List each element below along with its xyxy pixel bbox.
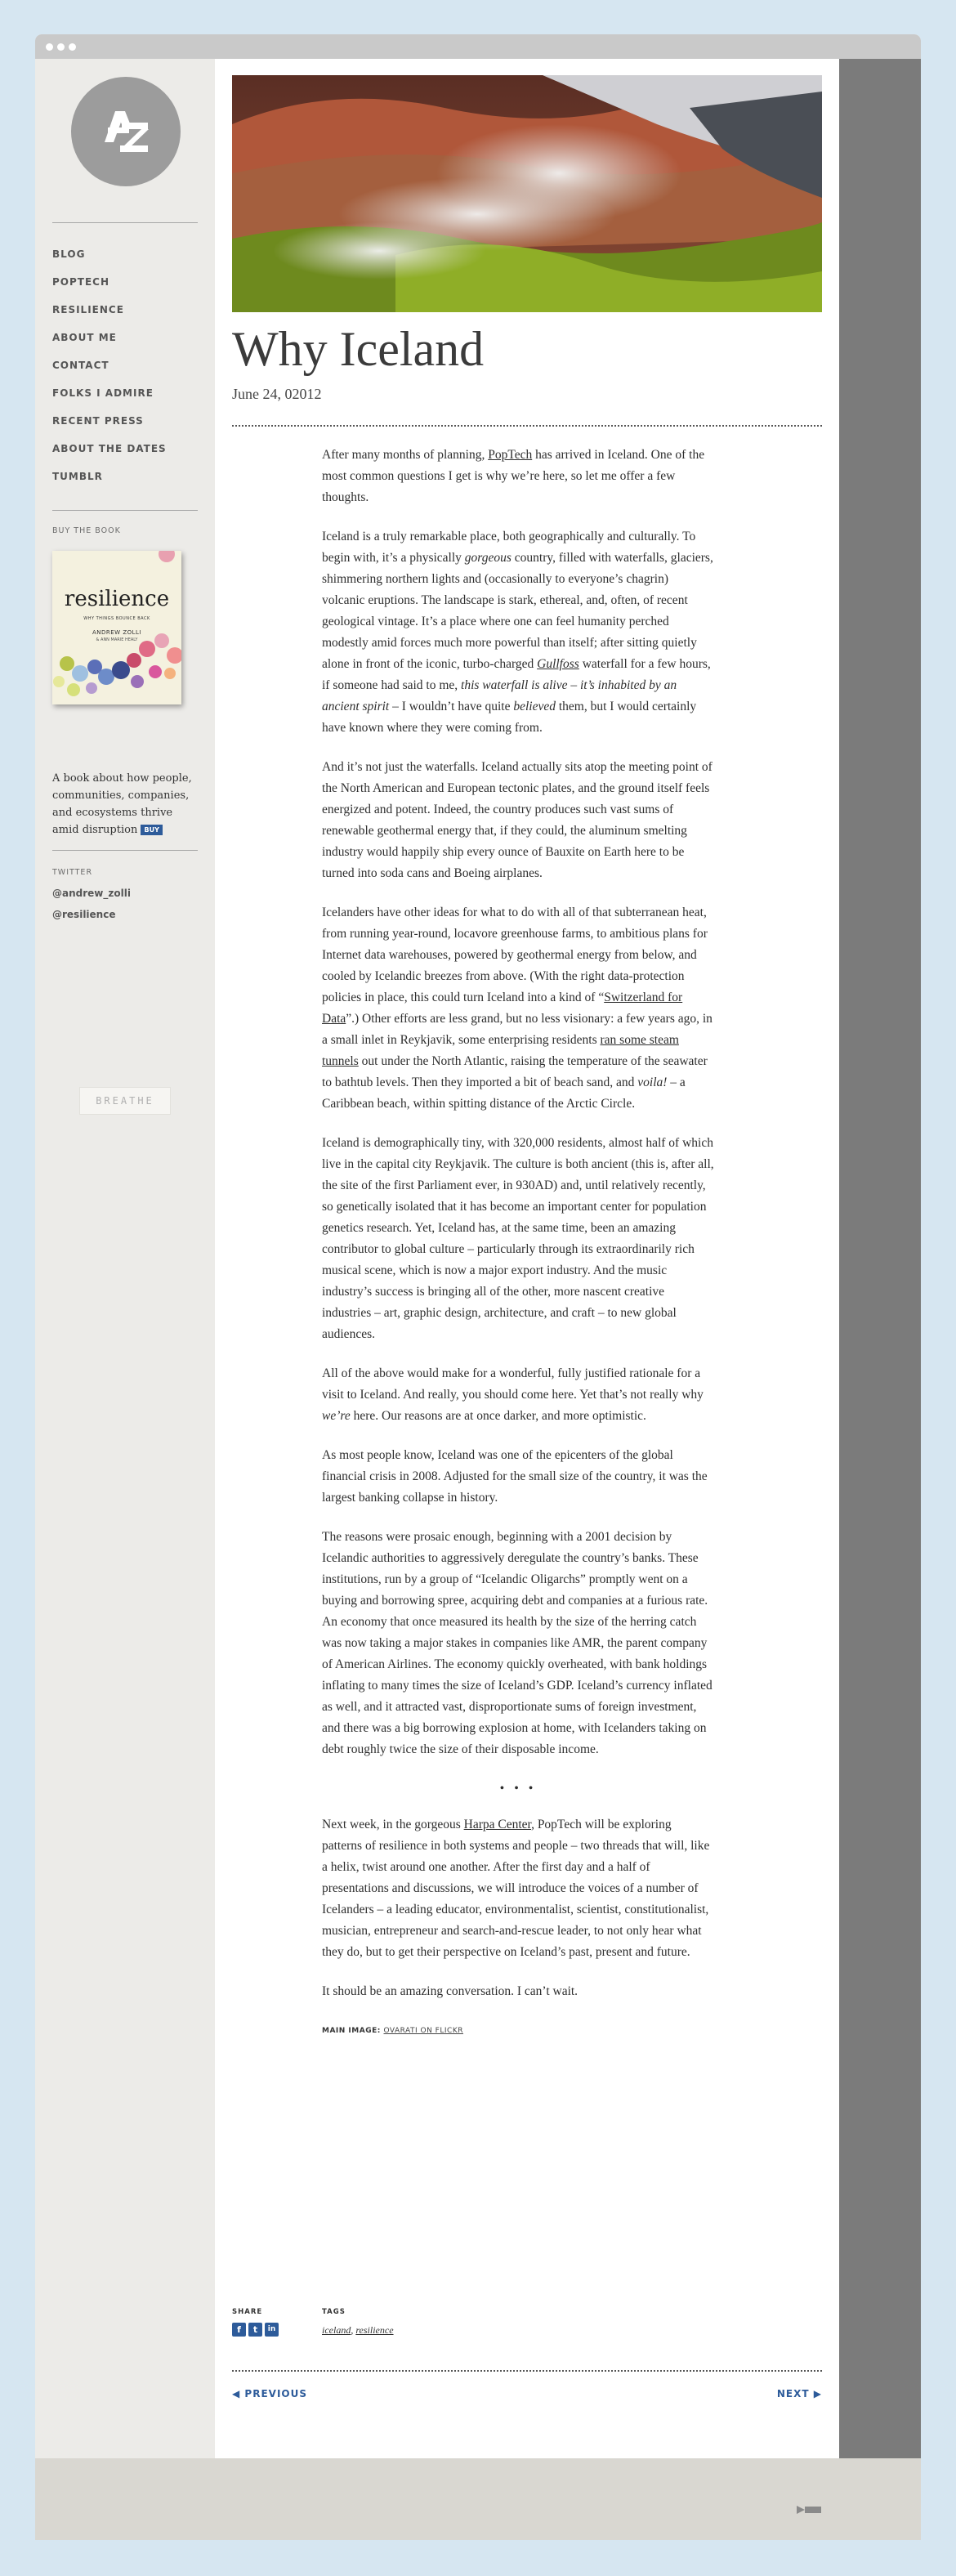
- nav-item-resilience[interactable]: RESILIENCE: [52, 304, 124, 315]
- title-bar: [35, 34, 921, 59]
- az-monogram-icon: [71, 77, 181, 186]
- site-logo[interactable]: [71, 77, 181, 186]
- gullfoss-link[interactable]: Gullfoss: [537, 657, 579, 671]
- book-description: A book about how people, communities, companies, and ecosystems thrive amid disruption BUY: [52, 772, 192, 836]
- sidebar: [35, 59, 215, 2458]
- breathe-button[interactable]: BREATHE: [79, 1087, 171, 1115]
- steam-tunnels-link[interactable]: ran some steam tunnels: [322, 1033, 679, 1068]
- next-post-link[interactable]: NEXT ▶: [776, 2388, 822, 2399]
- nav-item-folks-i-admire[interactable]: FOLKS I ADMIRE: [52, 387, 154, 399]
- footer-logo-icon[interactable]: [797, 2504, 821, 2516]
- book-cover-coauthor: & ANN MARIE HEALY: [96, 637, 138, 642]
- nav-item-contact[interactable]: CONTACT: [52, 360, 109, 371]
- sidebar-divider: [52, 850, 198, 851]
- paragraph: It should be an amazing conversation. I can’t wait.: [322, 1984, 579, 1998]
- paragraph: The reasons were prosaic enough, beginning with a 2001 decision by Icelandic authorities to aggressively deregulate the country’s banks. These institutions, run by a group of “Icelandic Oligarchs” promptly went on a buying and borrowing spree, acquiring debt and companies at a furious rate. An economy that once measured its health by the size of the herring catch was now taking a major stakes in companies like AMR, the parent company of American Airlines. The economy quickly overheated, with bank holdings inflating to many times the size of Iceland’s GDP. Iceland’s currency inflated as well, and it attracted vast, disproportionate sums of foreign investment, and there was a big borrowing explosion at home, with Icelanders taking on debt roughly twice the size of their disposable income.: [322, 1530, 713, 1756]
- poptech-link[interactable]: PopTech: [488, 448, 533, 462]
- right-gutter: [839, 59, 921, 2458]
- paragraph: As most people know, Iceland was one of the epicenters of the global financial crisis in 2008. Adjusted for the small size of the country, it was the largest banking collapse in history.: [322, 1448, 708, 1505]
- book-cover-author: ANDREW ZOLLI: [92, 629, 142, 636]
- sidebar-divider: [52, 510, 198, 511]
- footer: [35, 2458, 921, 2540]
- facebook-icon[interactable]: f: [232, 2323, 246, 2337]
- book-cover-title: resilience: [64, 587, 170, 611]
- section-separator: • • •: [499, 1782, 537, 1796]
- paragraph: And it’s not just the waterfalls. Iceland actually sits atop the meeting point of the North American and European tectonic plates, and the ground itself feels energized and potent. Indeed, the country produces such vast sums of renewable geothermal energy that, if they could, the aluminum smelting industry would happily ship every ounce of Bauxite on Earth here to be turned into soda cans and Boeing airplanes.: [322, 760, 713, 880]
- browser-window: [35, 34, 921, 2540]
- minimize-window-button[interactable]: [57, 43, 65, 51]
- image-credit-link[interactable]: OVARATI ON FLICKR: [383, 2027, 463, 2035]
- maximize-window-button[interactable]: [69, 43, 76, 51]
- buy-book-heading: BUY THE BOOK: [52, 526, 121, 535]
- tag-link[interactable]: iceland: [322, 2324, 351, 2336]
- book-cover[interactable]: [52, 551, 181, 704]
- main-nav: [52, 248, 167, 499]
- paragraph: Iceland is a truly remarkable place, both geographically and culturally. To begin with, it’s a physically gorgeous country, filled with waterfalls, glaciers, shimmering northern lights and (occasionally to everyone’s chagrin) volcanic eruptions. The landscape is stark, ethereal, and, often, of recent geological vintage. It’s a place where one can feel humanity perched modestly amid forces much more powerful than itself; after sitting quietly alone in front of the iconic, turbo-charged Gullfoss waterfall for a few hours, if someone had said to me, this waterfall is alive – it’s inhabited by an ancient spirit – I wouldn’t have quite believed them, but I would certainly have known where they were coming from.: [322, 530, 713, 735]
- twitter-links: [52, 883, 131, 925]
- share-heading: SHARE: [232, 2308, 263, 2316]
- twitter-heading: TWITTER: [52, 868, 93, 877]
- tags-heading: TAGS: [322, 2308, 346, 2316]
- tag-link[interactable]: resilience: [355, 2324, 394, 2336]
- image-credit: MAIN IMAGE: OVARATI ON FLICKR: [322, 2027, 463, 2035]
- book-cover-art: [52, 551, 181, 704]
- article-column: [215, 59, 839, 2458]
- close-window-button[interactable]: [46, 43, 53, 51]
- paragraph: After many months of planning, PopTech has arrived in Iceland. One of the most common questions I get is why we’re here, so let me offer a few thoughts.: [322, 448, 705, 504]
- paragraph: Next week, in the gorgeous Harpa Center, PopTech will be exploring patterns of resilience in both systems and people – two threads that will, like a helix, twist around one another. After the first day and a half of presentations and discussions, we will introduce the voices of a number of Icelanders – a leading educator, environmentalist, scientist, constitutionalist, musician, entrepreneur and search-and-rescue leader, to not only hear what they do, but to get their perspective on Iceland’s past, present and future.: [322, 1818, 710, 1959]
- switzerland-for-data-link[interactable]: Switzerland for Data: [322, 991, 683, 1026]
- sidebar-divider: [52, 222, 198, 223]
- paragraph: Icelanders have other ideas for what to do with all of that subterranean heat, from running year-round, locavore greenhouse farms, to ambitious plans for Internet data warehouses, powered by geothermal energy from below, and cooled by Icelandic breezes from above. (With the right data-protection policies in place, this could turn Iceland into a kind of “Switzerland for Data”.) Other efforts are less grand, but no less visionary: a few years ago, in a small inlet in Reykjavik, some enterprising residents ran some steam tunnels out under the North Atlantic, raising the temperature of the seawater to bathtub levels. Then they imported a bit of beach sand, and voila! – a Caribbean beach, within spitting distance of the Arctic Circle.: [322, 906, 713, 1111]
- paragraph: All of the above would make for a wonderful, fully justified rationale for a visit to Iceland. And really, you should come here. Yet that’s not really why we’re here. Our reasons are at once darker, and more optimistic.: [322, 1366, 704, 1423]
- book-cover-subtitle: WHY THINGS BOUNCE BACK: [83, 616, 150, 621]
- tag-list: iceland, resilience: [322, 2324, 394, 2336]
- nav-item-poptech[interactable]: POPTECH: [52, 276, 110, 288]
- nav-item-about-me[interactable]: ABOUT ME: [52, 332, 117, 343]
- chevron-left-icon: ◀: [232, 2388, 241, 2399]
- nav-item-tumblr[interactable]: TUMBLR: [52, 471, 103, 482]
- nav-item-blog[interactable]: BLOG: [52, 248, 86, 260]
- linkedin-icon[interactable]: in: [265, 2323, 279, 2337]
- twitter-handle-link[interactable]: @andrew_zolli: [52, 888, 131, 899]
- iceland-landscape-image: [232, 75, 822, 312]
- post-body: [322, 445, 714, 2042]
- post-title: Why Iceland: [232, 322, 485, 376]
- chevron-right-icon: ▶: [813, 2388, 822, 2399]
- twitter-icon[interactable]: t: [248, 2323, 262, 2337]
- nav-item-about-the-dates[interactable]: ABOUT THE DATES: [52, 443, 167, 454]
- dotted-divider: [232, 2370, 822, 2372]
- buy-book-button[interactable]: BUY: [141, 825, 162, 835]
- post-date: June 24, 02012: [232, 386, 322, 402]
- hero-image: [232, 75, 822, 312]
- nav-item-recent-press[interactable]: RECENT PRESS: [52, 415, 144, 427]
- dotted-divider: [232, 425, 822, 427]
- previous-post-link[interactable]: ◀ PREVIOUS: [232, 2388, 307, 2399]
- harpa-center-link[interactable]: Harpa Center: [463, 1818, 532, 1831]
- paragraph: Iceland is demographically tiny, with 320,000 residents, almost half of which live in the capital city Reykjavik. The culture is both ancient (this is, after all, the site of the first Parliament ever, in 930AD) and, until relatively recently, so genetically isolated that it has become an important center for population genetics research. Yet, Iceland has, at the same time, been an amazing contributor to global culture – particularly through its extraordinarily rich musical scene, which is now a major export industry. And the music industry’s success is bringing all of the other, more nascent creative industries – art, graphic design, architecture, and craft – to new global audiences.: [322, 1136, 714, 1341]
- twitter-handle-link[interactable]: @resilience: [52, 909, 116, 920]
